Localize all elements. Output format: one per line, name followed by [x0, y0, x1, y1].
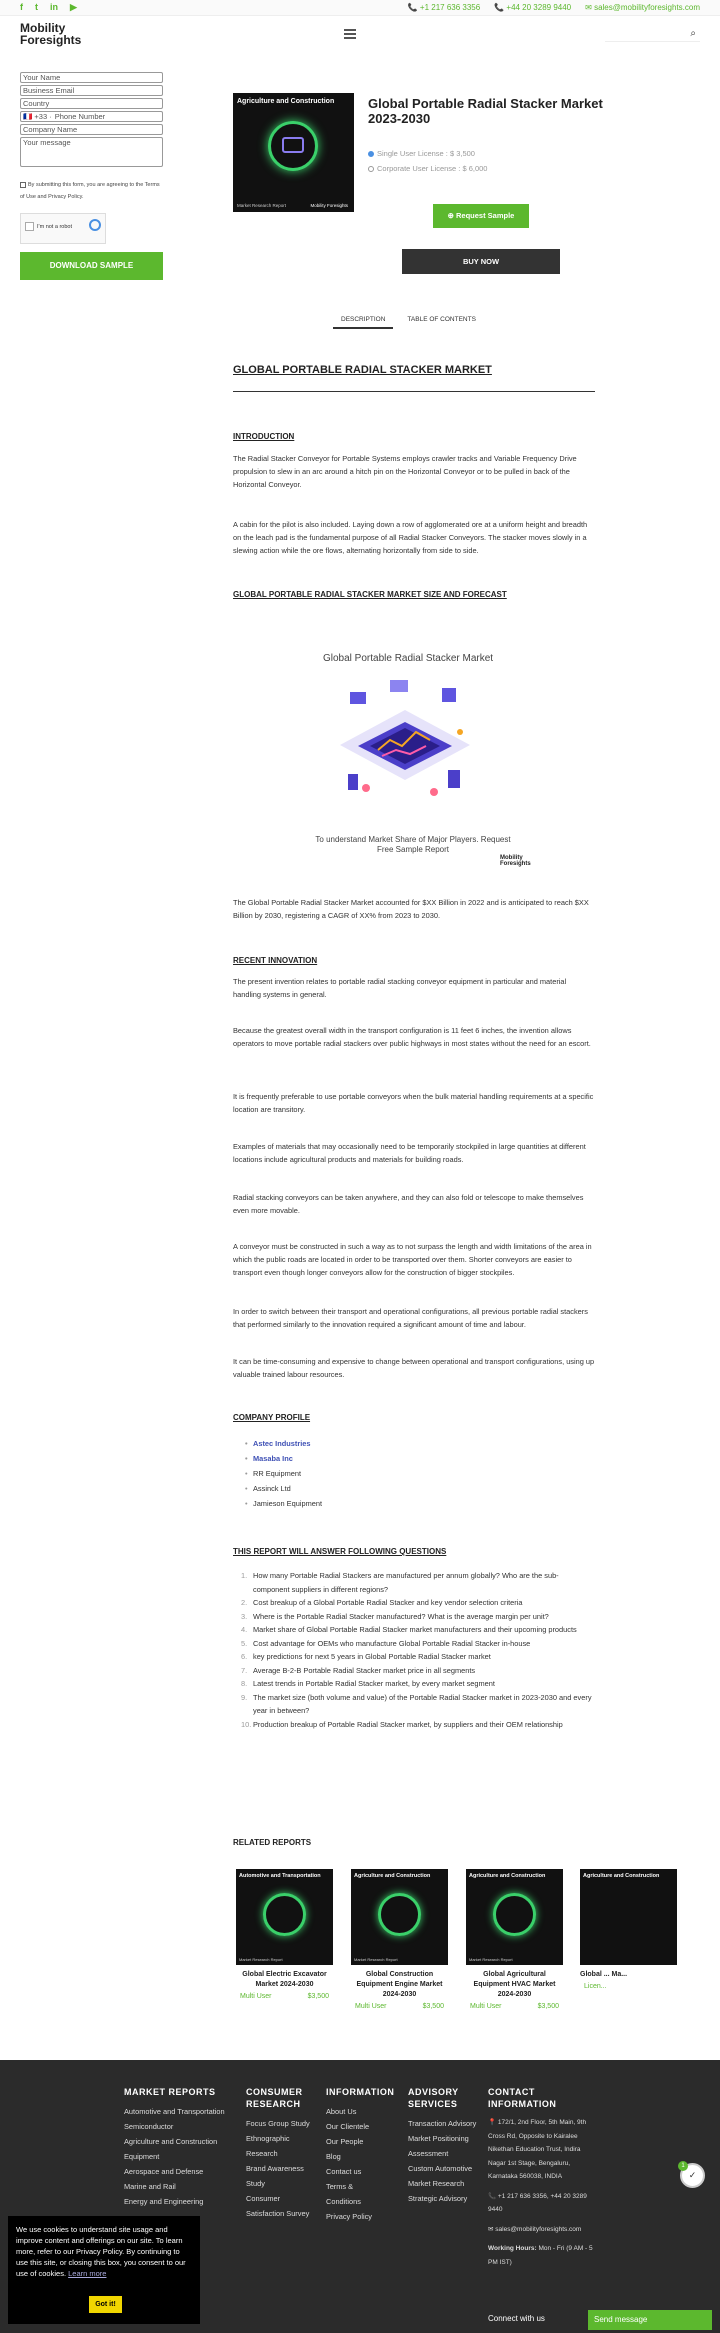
footer-consumer-research: CONSUMER RESEARCH Focus Group Study Ethnographic Research Brand Awareness Study Consumer Satisfaction Survey — [246, 2086, 312, 2221]
tractor-icon — [282, 137, 304, 153]
country-field[interactable]: Country — [20, 98, 163, 109]
report-title[interactable]: Global Construction Equipment Engine Market 2024-2030 — [356, 1971, 443, 1998]
top-email[interactable]: ✉ sales@mobilityforesights.com — [585, 3, 700, 12]
innovation-heading: RECENT INNOVATION — [233, 956, 318, 965]
site-logo[interactable]: Mobility Foresights — [20, 21, 82, 47]
footer-link[interactable]: Terms & Conditions — [326, 2182, 361, 2206]
notification-count: 1 — [678, 2161, 688, 2171]
footer-link[interactable]: Privacy Policy — [326, 2212, 372, 2221]
list-item: 9. The market size (both volume and value) of the Portable Radial Stacker market in 2023-2030 and every year in between? — [241, 1692, 592, 1715]
license-corporate[interactable]: Corporate User License : $ 6,000 — [368, 164, 487, 173]
tabs — [333, 312, 484, 329]
phone-placeholder: Phone Number — [54, 112, 106, 121]
report-image[interactable]: Agriculture and Construction Market Research Report — [466, 1869, 563, 1965]
country-code-select[interactable]: 🇫🇷 +33 · — [23, 112, 52, 121]
related-report-card[interactable]: Agriculture and Construction Global ... Ma... Licen... — [580, 1869, 604, 1990]
footer-link[interactable]: Ethnographic Research — [246, 2134, 290, 2158]
footer-advisory-services: ADVISORY SERVICES Transaction Advisory Market Positioning Assessment Custom Automotive Market Research Strategic Advisory — [408, 2086, 478, 2206]
top-contacts — [408, 3, 700, 12]
list-item: 7. Average B-2-B Portable Radial Stacker market price in all segments — [241, 1665, 476, 1675]
list-item: 1. How many Portable Radial Stackers are manufactured per annum globally? Who are the sub-component suppliers in different regions? — [241, 1571, 559, 1594]
size-heading: GLOBAL PORTABLE RADIAL STACKER MARKET SIZE AND FORECAST — [233, 590, 507, 599]
footer-link[interactable]: Semiconductor — [124, 2122, 174, 2131]
radio-icon[interactable] — [368, 166, 374, 172]
intro-heading: INTRODUCTION — [233, 432, 295, 441]
list-item: 2. Cost breakup of a Global Portable Radial Stacker and key vendor selection criteria — [241, 1598, 523, 1607]
product-title: Global Portable Radial Stacker Market 2023-2030 — [368, 96, 603, 126]
mail-icon: ✉ — [488, 2225, 496, 2233]
footer-link[interactable]: Aerospace and Defense — [124, 2167, 204, 2176]
email-field[interactable]: Business Email — [20, 85, 163, 96]
footer-link[interactable]: Marine and Rail — [124, 2182, 176, 2191]
innovation-paragraph: Examples of materials that may occasionally need to be temporarily stockpiled in large quantities at different locations include agricultural products and materials for building roads. — [233, 1142, 586, 1164]
twitter-icon[interactable]: t — [35, 2, 38, 12]
footer-address: 📍 172/1, 2nd Floor, 5th Main, 9th Cross Rd, Opposite to Kairalee Nikethan Education Trust, Indira Nagar 1st Stage, Bengaluru, Karnataka 560038, INDIA — [488, 2119, 587, 2180]
list-item: 3. Where is the Portable Radial Stacker manufactured? What is the average margin per unit? — [241, 1611, 549, 1621]
youtube-icon[interactable]: ▶ — [70, 2, 77, 12]
infographic-title: Global Portable Radial Stacker Market — [323, 653, 494, 664]
glow-ring — [263, 1893, 306, 1936]
footer-link[interactable]: Contact us — [326, 2167, 362, 2176]
top-phone-2[interactable]: 📞 +44 20 3289 9440 — [494, 3, 572, 12]
glow-ring — [493, 1893, 536, 1936]
consent-checkbox-row[interactable]: By submitting this form, you are agreeing to the Terms of Use and Privacy Policy. — [20, 182, 160, 200]
phone-icon: 📞 — [488, 2192, 498, 2200]
cookie-accept-button[interactable]: Got it! — [89, 2296, 122, 2313]
search-icon[interactable]: ⌕ — [690, 28, 696, 39]
questions-list — [233, 1569, 595, 1731]
footer-link[interactable]: Our People — [326, 2137, 364, 2146]
report-title[interactable]: Global Agricultural Equipment HVAC Market 2024-2030 — [473, 1971, 556, 1998]
search-input[interactable] — [605, 26, 700, 42]
divider — [233, 391, 595, 392]
related-reports-heading: RELATED REPORTS — [233, 1838, 312, 1847]
company-link[interactable]: • Astec Industries — [233, 1436, 595, 1451]
related-report-card[interactable]: Automotive and Transportation Market Research Report Global Electric Excavator Market 2024-2030 Multi User $3,500 — [236, 1869, 333, 2000]
related-report-card[interactable]: Agriculture and Construction Market Research Report Global Construction Equipment Engine Market 2024-2030 Multi User $3,500 — [351, 1869, 448, 2010]
radio-selected-icon[interactable] — [368, 151, 374, 157]
footer-link[interactable]: Agriculture and Construction Equipment — [124, 2137, 218, 2161]
innovation-paragraph: Because the greatest overall width in the transport configuration is 11 feet 6 inches, the invention allows operators to move portable radial stackers over public highways in most states without the need for an escort. — [233, 1026, 591, 1048]
tab-table-of-contents[interactable]: TABLE OF CONTENTS — [407, 316, 476, 323]
list-item: 4. Market share of Global Portable Radial Stacker market manufacturers and their upcoming products — [241, 1625, 577, 1634]
footer-information: INFORMATION About Us Our Clientele Our People Blog Contact us Terms & Conditions Privacy Policy — [326, 2086, 390, 2224]
product-image: Agriculture and Construction Market Research Report Mobility Foresights — [233, 93, 354, 212]
sample-request-form — [20, 72, 163, 280]
request-free-sample-text[interactable]: To understand Market Share of Major Players. Request Free Sample Report — [315, 835, 511, 854]
report-image[interactable]: Agriculture and Construction Market Research Report — [351, 1869, 448, 1965]
list-item: • Jamieson Equipment — [233, 1496, 595, 1511]
innovation-paragraph: Radial stacking conveyors can be taken anywhere, and they can also fold or telescope to make themselves even more movable. — [233, 1193, 584, 1215]
intro-paragraph-2: A cabin for the pilot is also included. Laying down a row of agglomerated ore at a uniform height and breadth on the leach pad is the fundamental purpose of all Radial Stacker Conveyors. The stacker moves slowly in a slewing action while the ore flows, alternating horizontally from side to side. — [233, 520, 588, 555]
footer-phone[interactable]: 📞 +1 217 636 3356, +44 20 3289 9440 — [488, 2192, 587, 2213]
cookie-banner: We use cookies to understand site usage and improve content and offerings on our site. To learn more, refer to our Privacy Policy. By continuing to use this site, or closing this box, you consent to our use of cookies. Learn more Got it! — [8, 2216, 200, 2324]
innovation-paragraph: The present invention relates to portable radial stacking conveyor equipment in particular and material handling systems in general. — [233, 977, 567, 999]
intro-paragraph-1: The Radial Stacker Conveyor for Portable Systems employs crawler tracks and Variable Frequency Drive propulsion to slew in an arc around a hitch pin on the Horizontal Conveyor or to be pulled in back of the Horizontal Conveyor. — [233, 454, 577, 489]
download-sample-button[interactable]: DOWNLOAD SAMPLE — [20, 252, 163, 280]
footer-link[interactable]: Market Positioning Assessment — [408, 2134, 469, 2158]
footer-hours: Working Hours: Mon - Fri (9 AM - 5 PM IST) — [488, 2245, 593, 2266]
message-field[interactable]: Your message — [20, 137, 163, 167]
footer-market-reports: MARKET REPORTS Automotive and Transportation Semiconductor Agriculture and Construction Equipment Aerospace and Defense Marine and Rail Energy and Engineering — [124, 2086, 234, 2209]
top-phone-1[interactable]: 📞 +1 217 636 3356 — [407, 3, 481, 12]
social-links — [20, 2, 77, 13]
list-item: • Assinck Ltd — [233, 1481, 595, 1496]
top-bar — [0, 0, 720, 16]
related-report-card[interactable]: Agriculture and Construction Market Research Report Global Agricultural Equipment HVAC Market 2024-2030 Multi User $3,500 — [466, 1869, 563, 2010]
footer-link[interactable]: Custom Automotive Market Research — [408, 2164, 473, 2188]
innovation-paragraph: It is frequently preferable to use portable conveyors when the bulk material handling requirements at a specific location are transitory. — [233, 1092, 594, 1114]
footer-contact: CONTACT INFORMATION 📍 172/1, 2nd Floor, 5th Main, 9th Cross Rd, Opposite to Kairalee Nikethan Education Trust, Indira Nagar 1st Stage, Bengaluru, Karnataka 560038, INDIA 📞 +1 217 636 3356, +44 20 3289 9440 ✉ sales@mobilityforesights.com Working Hours: Mon - Fri (9 AM - 5 PM IST) — [488, 2086, 598, 2269]
learn-more-link[interactable]: Learn more — [68, 2269, 107, 2278]
list-item: 10. Production breakup of Portable Radial Stacker market, by suppliers and their OEM relationship — [241, 1719, 563, 1729]
questions-heading: THIS REPORT WILL ANSWER FOLLOWING QUESTIONS — [233, 1547, 447, 1556]
footer-email[interactable]: ✉ sales@mobilityforesights.com — [488, 2225, 582, 2233]
report-title[interactable]: Global ... Ma... — [580, 1971, 628, 1978]
company-link[interactable]: • Masaba Inc — [233, 1451, 595, 1466]
footer-link[interactable]: Transaction Advisory — [408, 2119, 477, 2128]
page-heading: GLOBAL PORTABLE RADIAL STACKER MARKET — [233, 364, 492, 376]
menu-icon[interactable] — [344, 29, 356, 39]
footer-link[interactable]: Our Clientele — [326, 2122, 370, 2131]
footer-link[interactable]: Blog — [326, 2152, 341, 2161]
report-image[interactable]: Agriculture and Construction — [580, 1869, 677, 1965]
footer-link[interactable]: Focus Group Study — [246, 2119, 310, 2128]
company-list — [233, 1436, 595, 1511]
report-image[interactable]: Automotive and Transportation Market Research Report — [236, 1869, 333, 1965]
glow-ring — [378, 1893, 421, 1936]
location-icon: 📍 — [488, 2119, 498, 2126]
innovation-paragraph: It can be time-consuming and expensive to change between operational and transport configurations, using up valuable trained labour resources. — [233, 1357, 595, 1379]
chat-badge[interactable]: ✓ 1 — [680, 2163, 705, 2188]
linkedin-icon[interactable]: in — [50, 2, 58, 12]
footer-link[interactable]: Consumer Satisfaction Survey — [246, 2194, 310, 2218]
recaptcha-icon — [89, 219, 101, 231]
captcha-checkbox[interactable] — [25, 222, 34, 231]
footer-link[interactable]: About Us — [326, 2107, 357, 2116]
consent-checkbox[interactable] — [20, 182, 26, 188]
innovation-paragraph: In order to switch between their transport and operational configurations, all previous portable radial stackers that performed similarly to the innovation required a significant amount of time and labour. — [233, 1307, 588, 1329]
innovation-paragraph: A conveyor must be constructed in such a way as to not surpass the length and width limitations of the area in which the public roads are located in order to be transported over them. Shorter conveyors are easier to transport even though longer conveyors allow for the construction of bigger stockpiles. — [233, 1242, 592, 1277]
footer-link[interactable]: Brand Awareness Study — [246, 2164, 304, 2188]
license-single[interactable]: Single User License : $ 3,500 — [368, 149, 475, 158]
size-paragraph: The Global Portable Radial Stacker Market accounted for $XX Billion in 2022 and is anticipated to reach $XX Billion by 2030, registering a CAGR of XX% from 2023 to 2030. — [233, 898, 589, 920]
tab-description[interactable]: DESCRIPTION — [333, 312, 393, 329]
company-field[interactable]: Company Name — [20, 124, 163, 135]
recaptcha[interactable]: I'm not a robot — [20, 213, 106, 244]
list-item: 8. Latest trends in Portable Radial Stacker market, by every market segment — [241, 1679, 495, 1688]
list-item: • RR Equipment — [233, 1466, 595, 1481]
footer-link[interactable]: Automotive and Transportation — [124, 2107, 225, 2116]
list-item: 5. Cost advantage for OEMs who manufacture Global Portable Radial Stacker in-house — [241, 1638, 531, 1648]
footer-link[interactable]: Strategic Advisory — [408, 2194, 468, 2203]
facebook-icon[interactable]: f — [20, 2, 23, 12]
report-title[interactable]: Global Electric Excavator Market 2024-2030 — [242, 1971, 327, 1988]
buy-now-button[interactable]: BUY NOW — [402, 249, 560, 274]
list-item: 6. key predictions for next 5 years in Global Portable Radial Stacker market — [241, 1652, 491, 1661]
infographic-logo: Mobility Foresights — [500, 855, 531, 867]
request-sample-button[interactable]: ⊕ Request Sample — [433, 204, 529, 228]
send-message-button[interactable]: Send message — [588, 2310, 712, 2330]
market-illustration — [330, 670, 480, 820]
connect-with-us: Connect with us — [488, 2314, 545, 2323]
name-field[interactable]: Your Name — [20, 72, 163, 83]
phone-field[interactable] — [20, 111, 163, 122]
company-profile-heading: COMPANY PROFILE — [233, 1413, 311, 1422]
footer-link[interactable]: Energy and Engineering — [124, 2197, 204, 2206]
header — [0, 16, 720, 56]
